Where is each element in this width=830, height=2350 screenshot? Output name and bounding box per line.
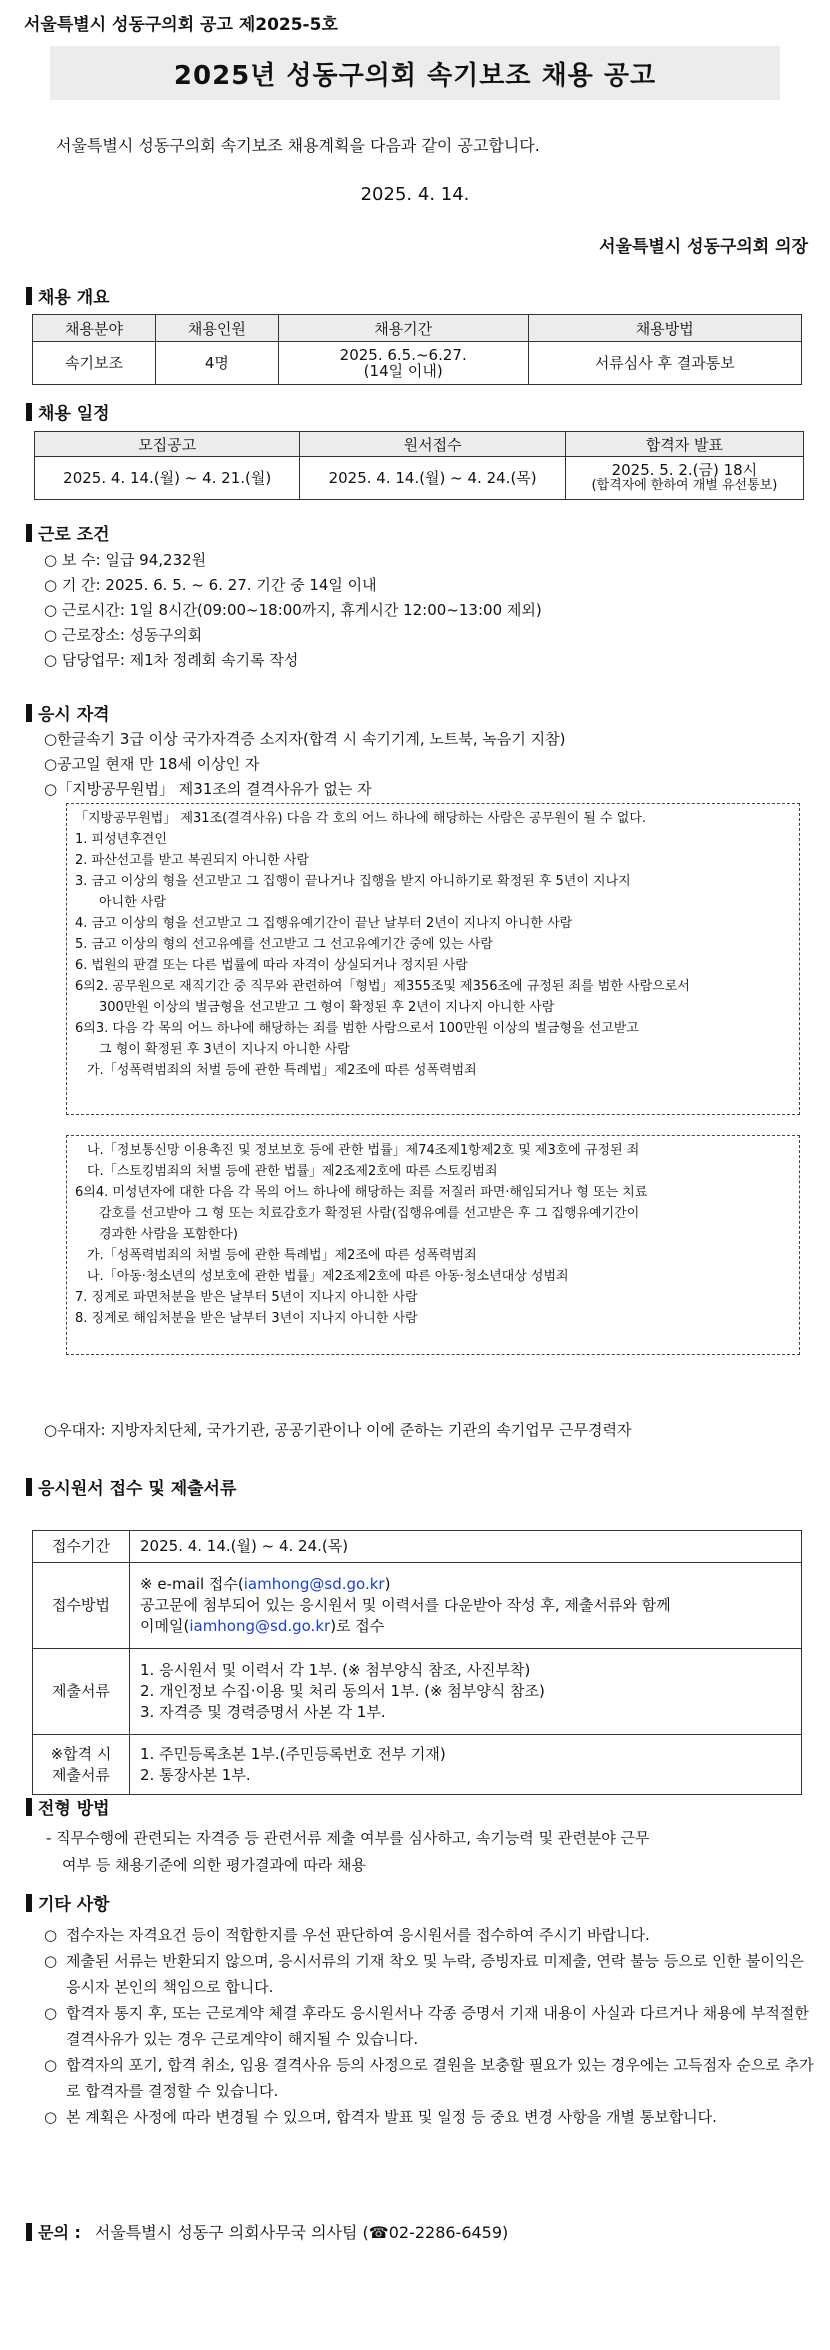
section-title: 전형 방법 — [38, 1799, 110, 1819]
method-prefix: ※ e-mail 접수( — [140, 1575, 244, 1593]
table-cell: 2025. 4. 14.(월) ~ 4. 24.(목) — [300, 457, 565, 500]
box-line: 1. 피성년후견인 — [75, 832, 167, 847]
table-cell — [130, 1735, 802, 1795]
method-prefix: 이메일( — [140, 1617, 190, 1635]
list-item — [44, 2052, 814, 2104]
list-item — [44, 1948, 814, 2000]
table-label: 접수기간 — [33, 1531, 130, 1563]
item-text: 접수자는 자격요건 등이 적합한지를 우선 판단하여 응시원서를 접수하여 주시기 바랍니다. — [66, 1926, 650, 1944]
box-line: 그 형이 확정된 후 3년이 지나지 아니한 사람 — [99, 1042, 350, 1057]
bullet-icon: ○ — [44, 2056, 58, 2074]
issuer: 서울특별시 성동구의회 의장 — [599, 237, 808, 257]
section-title: 채용 개요 — [38, 288, 110, 308]
qualification-list — [44, 727, 566, 802]
method-line-2: 공고문에 첨부되어 있는 응시원서 및 이력서를 다운받아 작성 후, 제출서류와 함께 — [140, 1596, 671, 1614]
item-text: 합격자의 포기, 합격 취소, 임용 결격사유 등의 사정으로 결원을 보충할 필요가 있는 경우에는 고득점자 순으로 추가로 합격자를 결정할 수 있습니다. — [66, 2056, 814, 2100]
table-cell: 4명 — [155, 342, 278, 385]
section-bar-icon — [26, 1798, 32, 1816]
section-bar-icon — [26, 704, 32, 722]
box-line: 6의4. 미성년자에 대한 다음 각 목의 어느 하나에 해당하는 죄를 저질러 파면·해임되거나 형 또는 치료 — [75, 1185, 648, 1200]
conditions-list — [44, 548, 542, 673]
table-header: 채용기간 — [278, 315, 528, 342]
list-item — [44, 2104, 814, 2130]
email-link[interactable]: iamhong@sd.go.kr — [243, 1575, 385, 1593]
table-header: 채용방법 — [528, 315, 801, 342]
section-overview-heading — [26, 283, 110, 308]
contact-label: 문의 : — [38, 2223, 81, 2242]
table-cell — [130, 1649, 802, 1735]
section-title: 채용 일정 — [38, 404, 110, 424]
section-bar-icon — [26, 403, 32, 421]
box-line: 나.「정보통신망 이용촉진 및 정보보호 등에 관한 법률」제74조제1항제2호 및 제3호에 규정된 죄 — [87, 1143, 640, 1158]
method-suffix: ) — [384, 1575, 391, 1593]
table-header: 원서접수 — [300, 432, 565, 457]
list-item: ○「지방공무원법」 제31조의 결격사유가 없는 자 — [44, 780, 372, 798]
doc-item: 3. 자격증 및 경력증명서 사본 각 1부. — [140, 1703, 386, 1721]
item-text: 제출된 서류는 반환되지 않으며, 응시서류의 기재 착오 및 누락, 증빙자료 미제출, 연락 불능 등으로 인한 불이익은 응시자 본인의 책임으로 합니다. — [66, 1952, 804, 1996]
section-others-heading — [26, 1890, 110, 1915]
table-cell: 2025. 4. 14.(월) ~ 4. 21.(월) — [35, 457, 300, 500]
doc-item: 1. 주민등록초본 1부.(주민등록번호 전부 기재) — [140, 1744, 446, 1763]
table-header: 채용분야 — [33, 315, 156, 342]
list-item — [44, 1922, 814, 1948]
bullet-icon: ○ — [44, 2004, 58, 2022]
doc-item: 1. 응시원서 및 이력서 각 1부. (※ 첨부양식 참조, 사진부착) — [140, 1661, 531, 1679]
box-line: 아니한 사람 — [99, 895, 166, 910]
list-item — [44, 2000, 814, 2052]
table-cell — [278, 342, 528, 385]
bullet-icon: ○ — [44, 1926, 58, 1944]
others-list — [44, 1922, 814, 2130]
box-line: 3. 금고 이상의 형을 선고받고 그 집행이 끝나거나 집행을 받지 아니하기로 확정된 후 5년이 지나지 — [75, 874, 631, 889]
list-item: ○ 담당업무: 제1차 정례회 속기록 작성 — [44, 651, 299, 669]
box-line: 300만원 이상의 벌금형을 선고받고 그 형이 확정된 후 2년이 지나지 아니한 사람 — [99, 1000, 555, 1015]
period-line: (14일 이내) — [363, 362, 443, 380]
list-item: ○ 기 간: 2025. 6. 5. ~ 6. 27. 기간 중 14일 이내 — [44, 576, 377, 594]
box-line: 다.「스토킹범죄의 처벌 등에 관한 법률」제2조제2호에 따른 스토킹범죄 — [87, 1164, 498, 1179]
period-line: 2025. 6.5.~6.27. — [339, 346, 467, 364]
box-line: 가.「성폭력범죄의 처벌 등에 관한 특례법」제2조에 따른 성폭력범죄 — [87, 1063, 477, 1078]
section-selection-heading — [26, 1794, 110, 1819]
table-cell: 속기보조 — [33, 342, 156, 385]
table-cell: 2025. 4. 14.(월) ~ 4. 24.(목) — [130, 1531, 802, 1563]
doc-item: 2. 통장사본 1부. — [140, 1765, 251, 1784]
label-line: ※합격 시 — [50, 1744, 112, 1763]
table-header: 합격자 발표 — [565, 432, 803, 457]
contact-text: 서울특별시 성동구 의회사무국 의사팀 (☎02-2286-6459) — [94, 2223, 509, 2242]
box-line: 「지방공무원법」 제31조(결격사유) 다음 각 호의 어느 하나에 해당하는 사람은 공무원이 될 수 없다. — [75, 811, 647, 826]
box-line: 7. 징계로 파면처분을 받은 날부터 5년이 지나지 아니한 사람 — [75, 1290, 418, 1305]
section-title: 응시 자격 — [38, 705, 110, 725]
page-title: 2025년 성동구의회 속기보조 채용 공고 — [50, 46, 780, 100]
box-line: 6의3. 다음 각 목의 어느 하나에 해당하는 죄를 범한 사람으로서 100만원 이상의 벌금형을 선고받고 — [75, 1021, 639, 1036]
bullet-icon: ○ — [44, 1952, 58, 1970]
bullet-icon: ○ — [44, 2108, 58, 2126]
method-suffix: )로 접수 — [330, 1617, 385, 1635]
submission-table — [32, 1530, 802, 1795]
box-line: 4. 금고 이상의 형을 선고받고 그 집행유예기간이 끝난 날부터 2년이 지나지 아니한 사람 — [75, 916, 573, 931]
table-header: 채용인원 — [155, 315, 278, 342]
section-bar-icon — [26, 287, 32, 305]
table-label — [33, 1735, 130, 1795]
section-submission-heading — [26, 1474, 236, 1499]
preference-line — [44, 1418, 631, 1443]
section-qualification-heading — [26, 700, 110, 725]
section-bar-icon — [26, 1478, 32, 1496]
selection-line-1: - 직무수행에 관련되는 자격증 등 관련서류 제출 여부를 심사하고, 속기능력 및 관련분야 근무 — [46, 1829, 650, 1847]
email-link[interactable]: iamhong@sd.go.kr — [189, 1617, 331, 1635]
section-schedule-heading — [26, 399, 110, 424]
section-bar-icon — [26, 1894, 32, 1912]
item-text: 본 계획은 사정에 따라 변경될 수 있으며, 합격자 발표 및 일정 등 중요 변경 사항을 개별 통보합니다. — [66, 2108, 717, 2126]
box-line: 경과한 사람을 포함한다) — [99, 1227, 238, 1242]
notice-date: 2025. 4. 14. — [360, 184, 470, 205]
section-title: 응시원서 접수 및 제출서류 — [38, 1479, 237, 1499]
section-title: 근로 조건 — [38, 525, 110, 545]
announce-line: 2025. 5. 2.(금) 18시 — [611, 461, 758, 479]
doc-item: 2. 개인정보 수집·이용 및 처리 동의서 1부. (※ 첨부양식 참조) — [140, 1682, 545, 1700]
disqualification-box-1 — [66, 803, 800, 1115]
section-conditions-heading — [26, 520, 110, 545]
announce-line: (합격자에 한하여 개별 유선통보) — [591, 478, 778, 493]
table-cell: 서류심사 후 결과통보 — [528, 342, 801, 385]
table-cell — [130, 1563, 802, 1649]
section-title: 기타 사항 — [38, 1895, 110, 1915]
schedule-table — [34, 431, 804, 500]
contact-line — [26, 2220, 508, 2243]
selection-line-2: 여부 등 채용기준에 의한 평가결과에 따라 채용 — [62, 1856, 366, 1874]
list-item: ○ 보 수: 일급 94,232원 — [44, 551, 207, 569]
section-bar-icon — [26, 524, 32, 542]
preference-text: ○우대자: 지방자치단체, 국가기관, 공공기관이나 이에 준하는 기관의 속기업무 근무경력자 — [44, 1421, 632, 1439]
box-line: 감호를 선고받아 그 형 또는 치료감호가 확정된 사람(집행유예를 선고받은 후 그 집행유예기간이 — [99, 1206, 640, 1221]
box-line: 8. 징계로 해임처분을 받은 날부터 3년이 지나지 아니한 사람 — [75, 1311, 418, 1326]
method-line-1 — [140, 1574, 791, 1595]
method-line-3 — [140, 1616, 791, 1637]
notice-number: 서울특별시 성동구의회 공고 제2025-5호 — [24, 15, 338, 35]
table-label: 제출서류 — [33, 1649, 130, 1735]
section-bar-icon — [26, 2223, 32, 2241]
list-item: ○ 근로시간: 1일 8시간(09:00~18:00까지, 휴게시간 12:00~13:00 제외) — [44, 601, 542, 619]
box-line: 6의2. 공무원으로 재직기간 중 직무와 관련하여「형법」제355조및 제356조에 규정된 죄를 범한 사람으로서 — [75, 979, 690, 994]
label-line: 제출서류 — [52, 1765, 110, 1784]
box-line: 5. 금고 이상의 형의 선고유예를 선고받고 그 선고유예기간 중에 있는 사람 — [75, 937, 493, 952]
box-line: 6. 법원의 판결 또는 다른 법률에 따라 자격이 상실되거나 정지된 사람 — [75, 958, 468, 973]
table-label: 접수방법 — [33, 1563, 130, 1649]
list-item: ○한글속기 3급 이상 국가자격증 소지자(합격 시 속기기계, 노트북, 녹음기 지참) — [44, 730, 566, 748]
disqualification-box-2 — [66, 1135, 800, 1355]
table-header: 모집공고 — [35, 432, 300, 457]
table-cell — [565, 457, 803, 500]
list-item: ○ 근로장소: 성동구의회 — [44, 626, 203, 644]
list-item: ○공고일 현재 만 18세 이상인 자 — [44, 755, 260, 773]
box-line: 가.「성폭력범죄의 처벌 등에 관한 특례법」제2조에 따른 성폭력범죄 — [87, 1248, 477, 1263]
item-text: 합격자 통지 후, 또는 근로계약 체결 후라도 응시원서나 각종 증명서 기재 내용이 사실과 다르거나 채용에 부적절한 결격사유가 있는 경우 근로계약이 해지될 수 있습니다. — [66, 2004, 809, 2048]
overview-table — [32, 314, 802, 385]
box-line: 2. 파산선고를 받고 복권되지 아니한 사람 — [75, 853, 309, 868]
box-line: 나.「아동·청소년의 성보호에 관한 법률」제2조제2호에 따른 아동·청소년대상 성범죄 — [87, 1269, 569, 1284]
intro-text: 서울특별시 성동구의회 속기보조 채용계획을 다음과 같이 공고합니다. — [56, 136, 540, 155]
